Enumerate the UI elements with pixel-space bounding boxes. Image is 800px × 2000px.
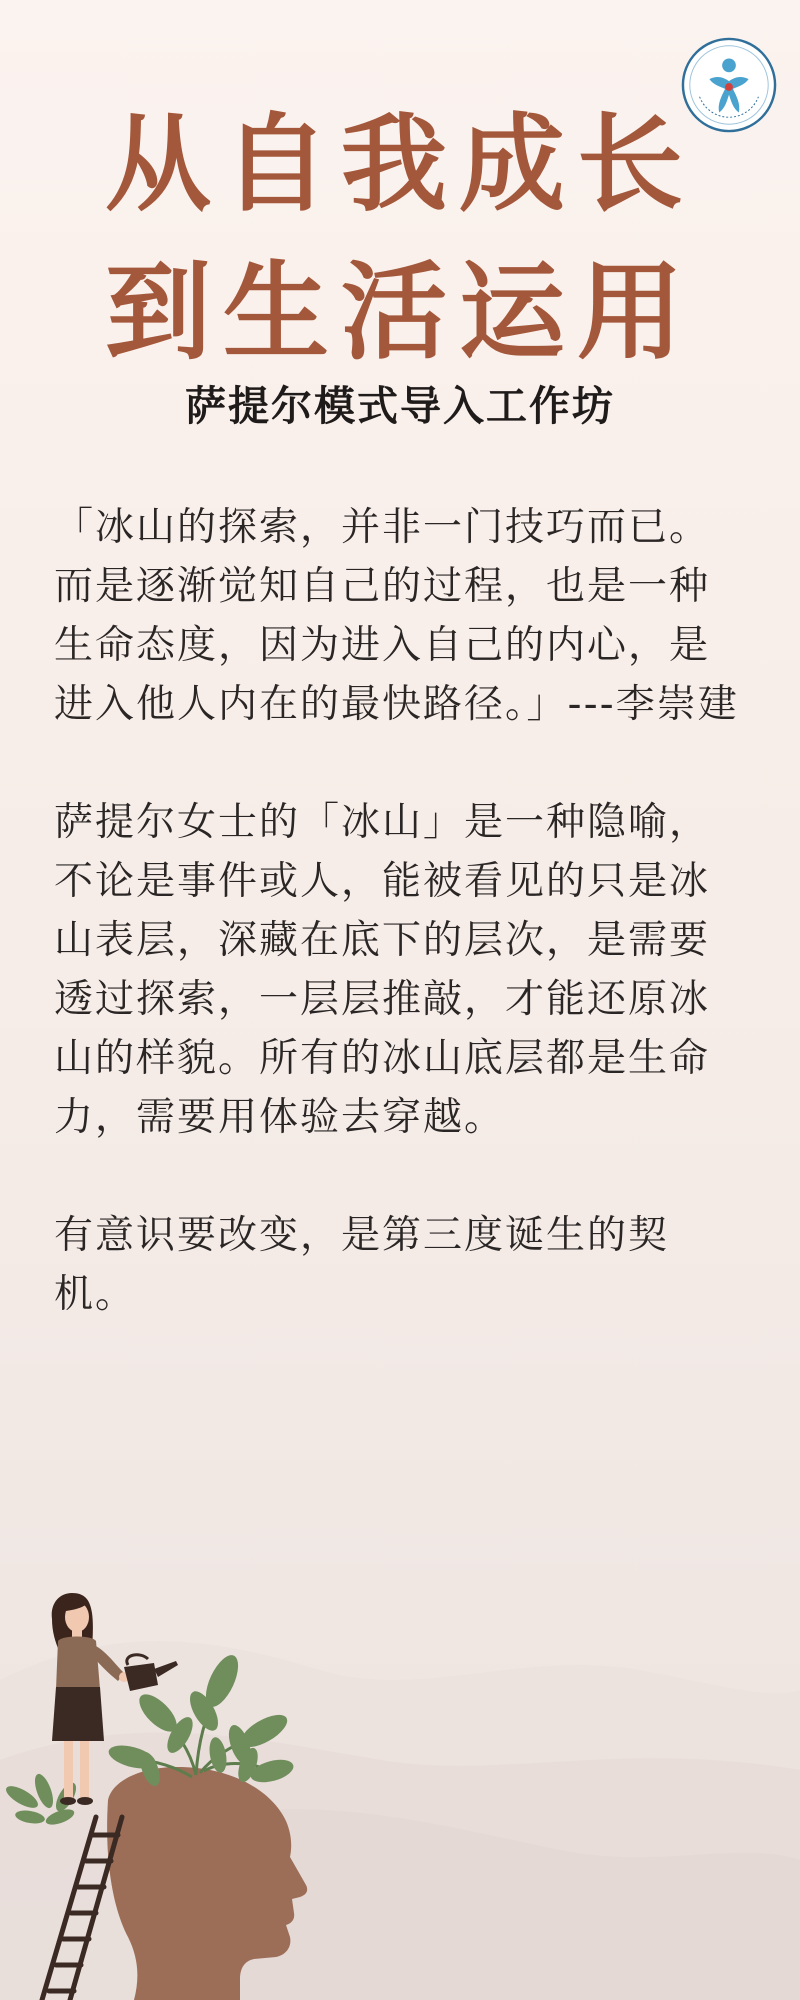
body-text: [54, 498, 739, 1383]
iceberg-line: 萨提尔女士的「冰山」是一种隐喻，: [54, 800, 711, 845]
main-title-line-1: 从自我成长: [105, 103, 695, 226]
head-silhouette: [107, 1767, 307, 2000]
iceberg-line: 力，需要用体验去穿越。: [54, 1095, 506, 1140]
quote-line: 进入他人内在的最快路径。」---李崇建: [54, 682, 739, 727]
iceberg-line: 不论是事件或人，能被看见的只是冰: [54, 859, 711, 904]
woman-watering-head-plant-icon: [0, 1585, 340, 2000]
quote-line: 而是逐渐觉知自己的过程，也是一种: [54, 564, 711, 609]
closing-line: 机。: [54, 1272, 137, 1317]
quote-line: 生命态度，因为进入自己的内心，是: [54, 623, 711, 668]
iceberg-line: 山表层，深藏在底下的层次，是需要: [54, 918, 711, 963]
main-title-line-2: 到生活运用: [105, 251, 695, 374]
quote-paragraph: [54, 498, 739, 734]
iceberg-line: 山的样貌。所有的冰山底层都是生命: [54, 1036, 711, 1081]
closing-paragraph: [54, 1206, 734, 1324]
subtitle: 萨提尔模式导入工作坊: [185, 382, 615, 430]
iceberg-paragraph: [54, 793, 734, 1147]
iceberg-line: 透过探索，一层层推敲，才能还原冰: [54, 977, 711, 1022]
watering-can: [124, 1655, 178, 1691]
closing-line: 有意识要改变，是第三度诞生的契: [54, 1213, 670, 1258]
woman-figure: [52, 1593, 129, 1805]
quote-line: 「冰山的探索，并非一门技巧而已。: [54, 505, 711, 550]
